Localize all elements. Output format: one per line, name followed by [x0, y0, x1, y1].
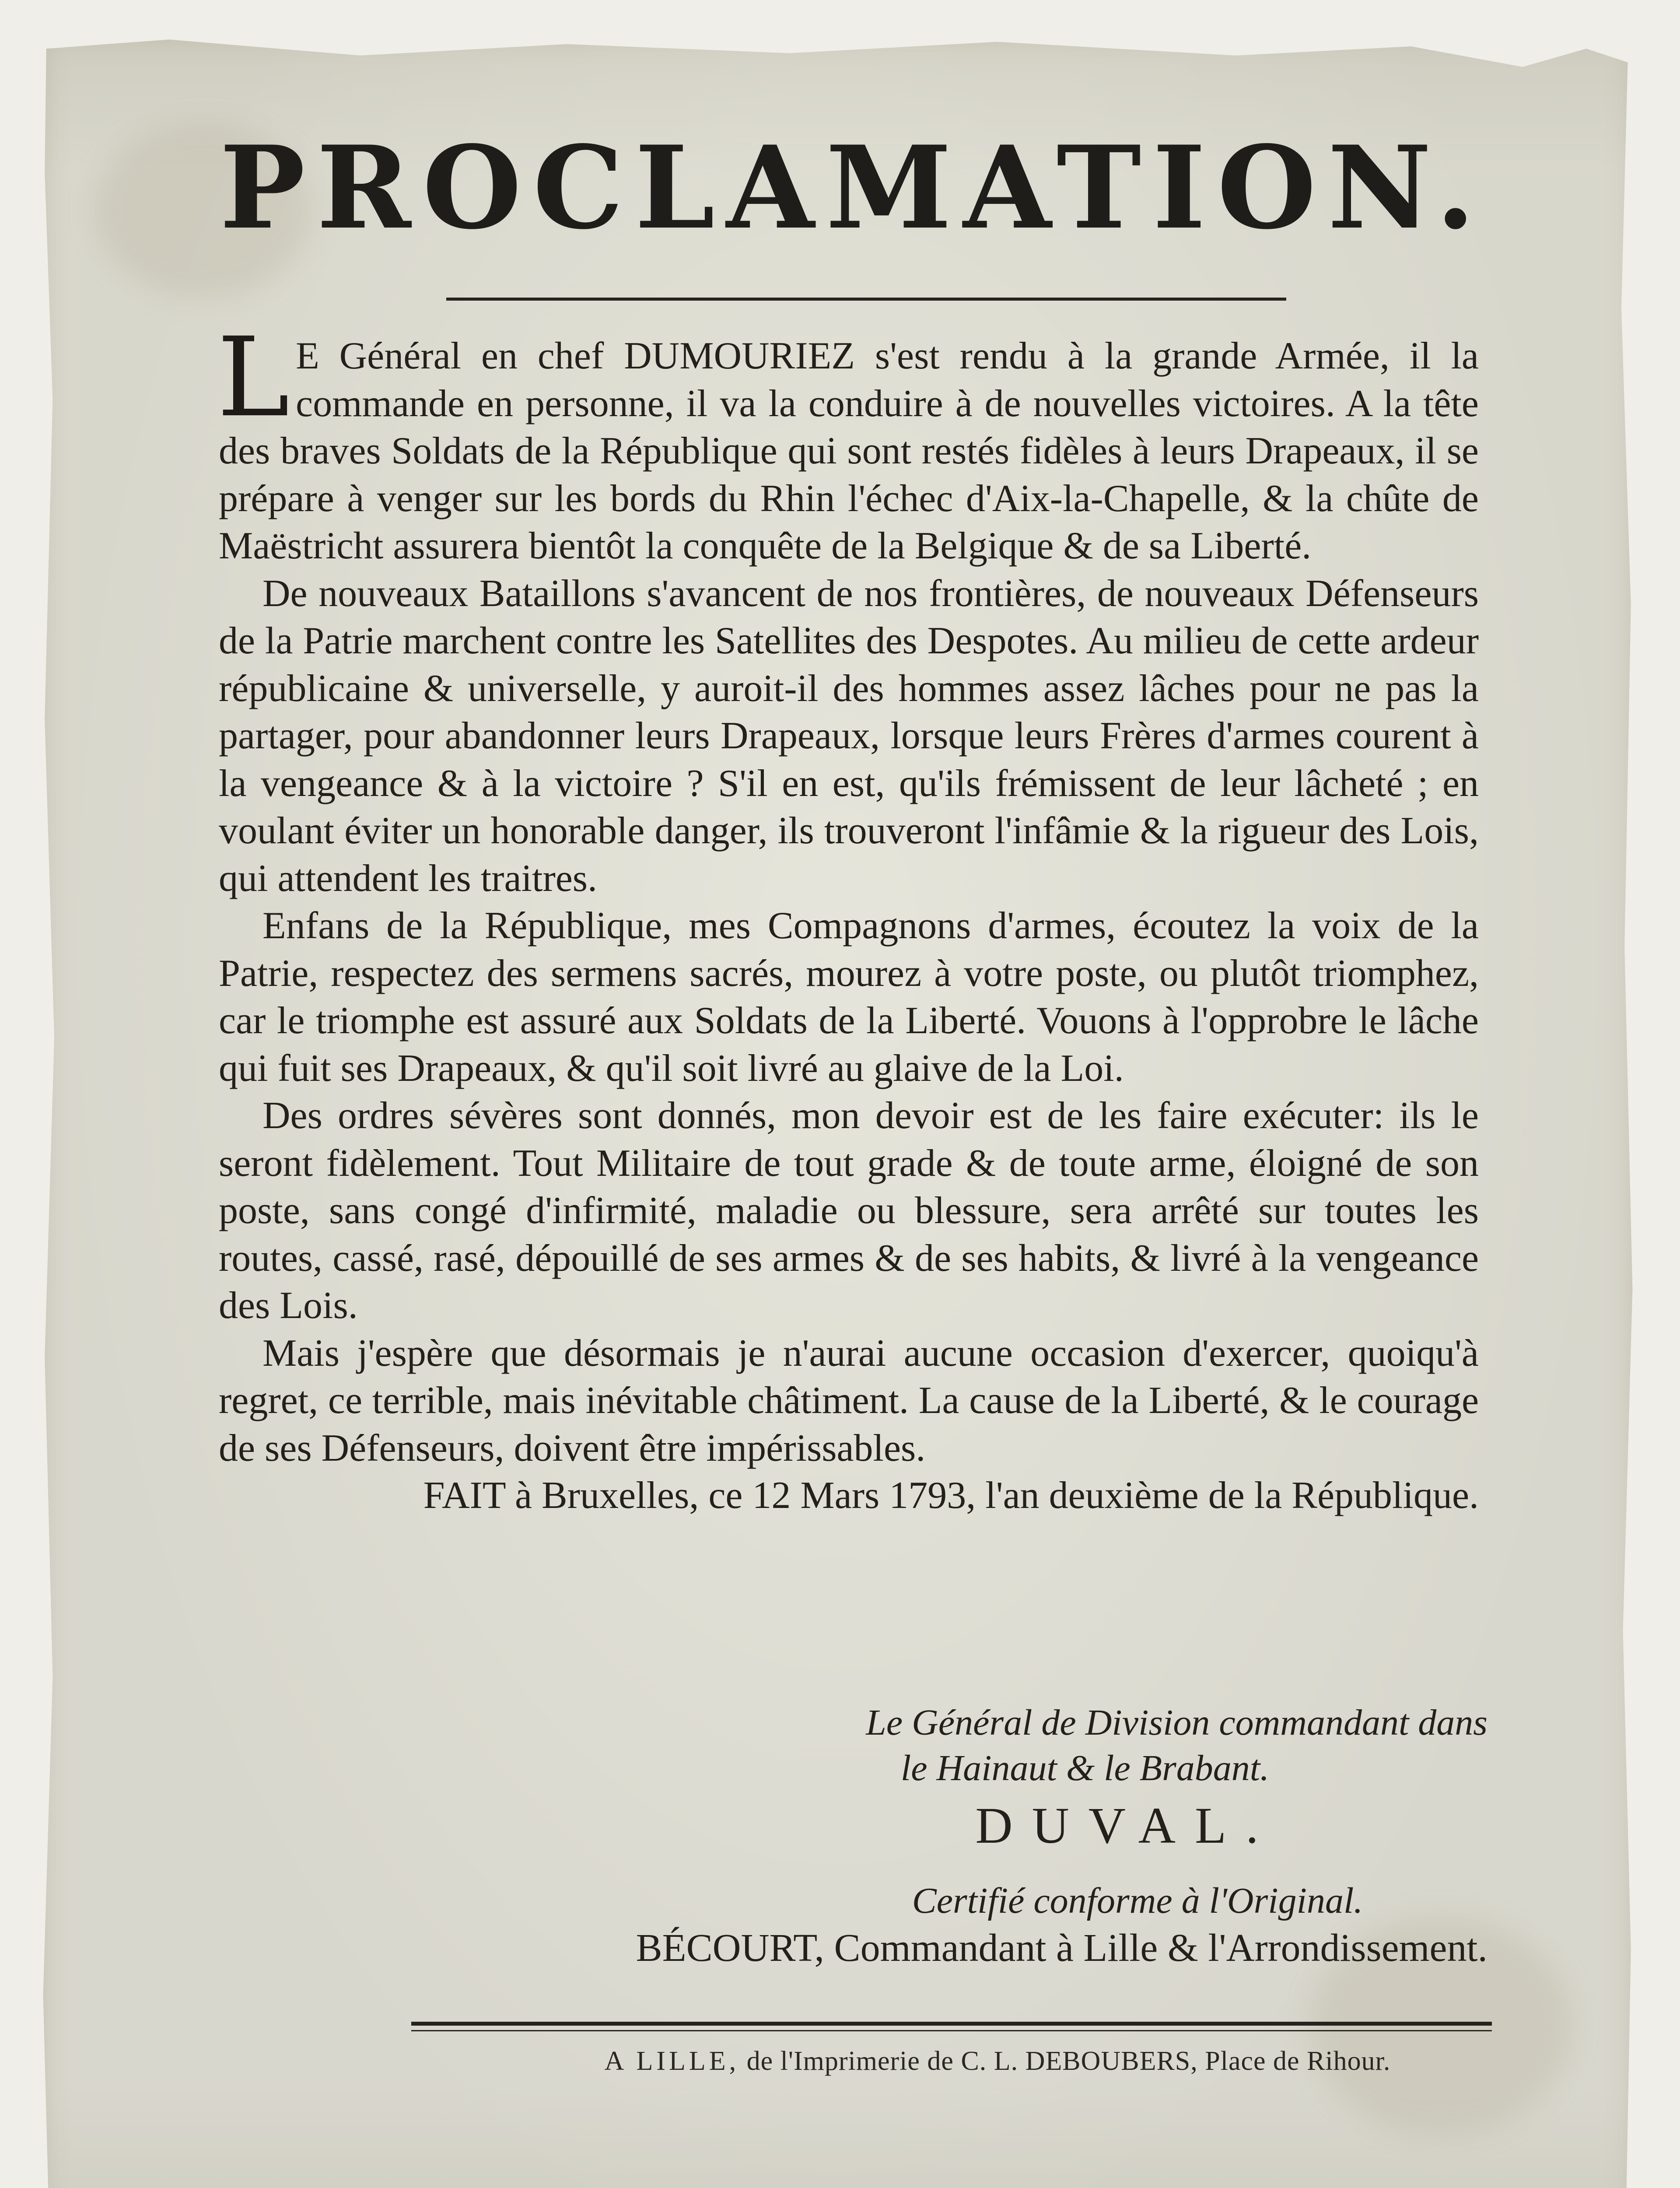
paragraph-4: Des ordres sévères sont donnés, mon devoir est de les faire exécuter: ils le seront fidèlement. Tout Militaire de tout grade & de toute arme, éloigné de son poste, sans congé d'infirmité, maladie ou blessure, sera arrêté sur toutes les routes, cassé, rasé, dépouillé de ses armes & de ses habits, & livré à la vengeance des Lois. [219, 1094, 1479, 1327]
title-divider [446, 298, 1286, 301]
paragraph-5: Mais j'espère que désormais je n'aurai aucune occasion d'exercer, quoiqu'à regret, ce terrible, mais inévitable châtiment. La cause de la Liberté, & le courage de ses Défenseurs, doivent être impérissables. [219, 1332, 1479, 1469]
signature-block [636, 1700, 1488, 1972]
imprint-place: A LILLE, [604, 2046, 740, 2076]
paragraph-3: Enfans de la République, mes Compagnons d'armes, écoutez la voix de la Patrie, respectez des sermens sacrés, mourez à votre poste, ou plutôt triomphez, car le triomphe est assuré aux Soldats de la Liberté. Vouons à l'opprobre le lâche qui fuit ses Drapeaux, & qu'il soit livré au glaive de la Loi. [219, 905, 1479, 1090]
paragraph-2: De nouveaux Bataillons s'avancent de nos frontières, de nouveaux Défenseurs de la Patrie marchent contre les Satellites des Despotes. Au milieu de cette ardeur républicaine & universelle, y auroit-il des hommes assez lâches pour ne pas la partager, pour abandonner leurs Drapeaux, lorsque leurs Frères d'armes courent à la vengeance & à la victoire ? S'il en est, qu'ils frémissent de leur lâcheté ; en voulant éviter un honorable danger, ils trouveront l'infâmie & la rigueur des Lois, qui attendent les traitres. [219, 572, 1479, 900]
date-line: FAIT à Bruxelles, ce 12 Mars 1793, l'an deuxième de la République. [423, 1474, 1479, 1517]
proclamation-body [217, 314, 1479, 1520]
signatory-name: DUVAL. [975, 1797, 1278, 1854]
drop-cap: L [217, 314, 290, 441]
certifier-line: BÉCOURT, Commandant à Lille & l'Arrondissement. [636, 1926, 1488, 1970]
page-title: PROCLAMATION. [220, 121, 1487, 255]
footer-rule-thin [411, 2030, 1492, 2031]
signature-title-line-2: le Hainaut & le Brabant. [900, 1748, 1270, 1788]
paragraph-1-text: E Général en chef DUMOURIEZ s'est rendu à la grande Armée, il la commande en personne, il va la conduire à de nouvelles victoires. A la tête des braves Soldats de la République qui sont restés fidèles à leurs Drapeaux, il se prépare à venger sur les bords du Rhin l'échec d'Aix-la-Chapelle, & la chûte de Maëstricht assurera bientôt la conquête de la Belgique & de sa Liberté. [219, 335, 1479, 567]
printer-imprint [516, 2044, 1479, 2079]
signature-title-line-1: Le Général de Division commandant dans [866, 1702, 1488, 1743]
certification-line: Certifié conforme à l'Original. [912, 1880, 1363, 1921]
footer-rule-thick [411, 2022, 1492, 2026]
imprint-text: de l'Imprimerie de C. L. DEBOUBERS, Place de Rihour. [746, 2046, 1391, 2076]
paragraph-1 [217, 314, 1479, 570]
